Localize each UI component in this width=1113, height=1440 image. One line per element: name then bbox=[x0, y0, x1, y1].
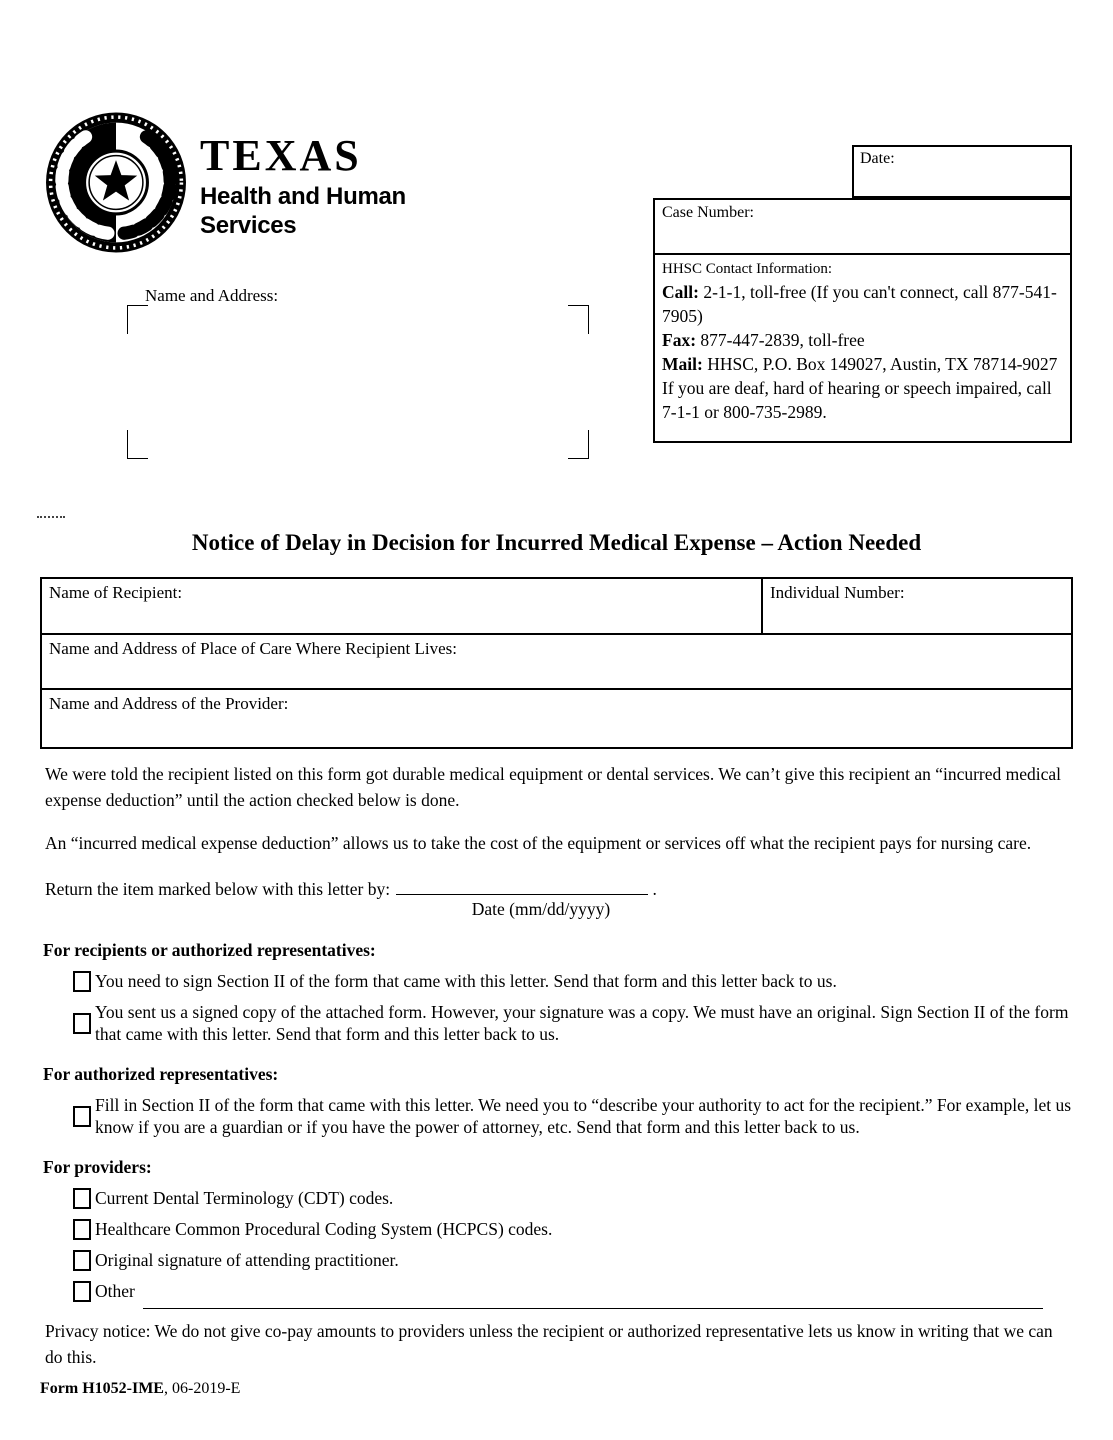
name-address-label: Name and Address: bbox=[145, 286, 279, 305]
section-heading-authorized-reps: For authorized representatives: bbox=[43, 1064, 279, 1084]
checkbox-label: Fill in Section II of the form that came with this letter. We need you to “describe your authority to act for the recipient.” For example, let us know if you are a guardian or if you have the power of attorney, etc. Send that form and this letter back to us. bbox=[95, 1095, 1072, 1137]
form-number: Form H1052-IME bbox=[40, 1380, 164, 1397]
provider-field[interactable]: Name and Address of the Provider: bbox=[49, 694, 289, 713]
recipient-table bbox=[40, 577, 1073, 749]
return-by-row bbox=[45, 876, 1073, 924]
checkbox-label: You need to sign Section II of the form that came with this letter. Send that form and this letter back to us. bbox=[95, 971, 837, 991]
individual-number-field[interactable]: Individual Number: bbox=[770, 583, 905, 602]
list-item bbox=[73, 1280, 1073, 1302]
date-field[interactable] bbox=[852, 145, 1072, 198]
deduction-paragraph: An “incurred medical expense deduction” allows us to take the cost of the equipment or services off what the recipient pays for nursing care. bbox=[45, 833, 1032, 853]
contact-mail-text: HHSC, P.O. Box 149027, Austin, TX 78714-9027 bbox=[702, 354, 1058, 374]
intro-paragraph: We were told the recipient listed on this form got durable medical equipment or dental services. We can’t give this recipient an “incurred medical expense deduction” until the action checked below is done. bbox=[45, 764, 1062, 810]
return-by-label: Return the item marked below with this letter by: bbox=[45, 879, 391, 899]
checkbox-hcpcs-codes[interactable] bbox=[73, 1219, 91, 1240]
date-format-hint: Date (mm/dd/yyyy) bbox=[471, 899, 611, 919]
checkbox-signature-copy[interactable] bbox=[73, 1013, 91, 1034]
address-window-corner-bl bbox=[127, 430, 148, 459]
checkbox-label: You sent us a signed copy of the attached form. However, your signature was a copy. We must have an original. Sign Section II of the form that came with this letter. Send that form and this letter back to us. bbox=[95, 1002, 1069, 1044]
checkbox-label: Other bbox=[95, 1281, 135, 1301]
return-by-period: . bbox=[652, 879, 657, 899]
logo-dept-line2: Services bbox=[200, 212, 297, 239]
section-heading-recipients: For recipients or authorized representatives: bbox=[43, 940, 376, 960]
list-item bbox=[73, 970, 1073, 992]
checkbox-sign-section-2[interactable] bbox=[73, 971, 91, 992]
name-of-recipient-field[interactable]: Name of Recipient: bbox=[42, 579, 763, 633]
checkbox-other[interactable] bbox=[73, 1281, 91, 1302]
texas-hhs-seal-icon bbox=[45, 110, 187, 255]
logo-dept-line1: Health and Human bbox=[200, 183, 406, 210]
other-text-blank[interactable] bbox=[143, 1287, 1043, 1309]
list-item bbox=[73, 1218, 1073, 1240]
section-heading-providers: For providers: bbox=[43, 1157, 152, 1177]
contact-mail-line bbox=[662, 352, 1063, 376]
return-date-blank[interactable] bbox=[396, 876, 648, 895]
checkbox-label: Original signature of attending practitioner. bbox=[95, 1250, 399, 1270]
case-number-field[interactable] bbox=[653, 198, 1072, 255]
privacy-notice: Privacy notice: We do not give co-pay amounts to providers unless the recipient or authorized representative lets us know in writing that we can do this. bbox=[45, 1321, 1053, 1367]
contact-call-line bbox=[662, 280, 1063, 328]
contact-mail-label: Mail: bbox=[662, 354, 703, 374]
address-window-corner-br bbox=[568, 430, 589, 459]
checkbox-describe-authority[interactable] bbox=[73, 1106, 91, 1127]
table-row bbox=[42, 579, 1071, 635]
logo-org-name: TEXAS bbox=[200, 131, 362, 180]
list-item bbox=[73, 1249, 1073, 1271]
checkbox-cdt-codes[interactable] bbox=[73, 1188, 91, 1209]
contact-call-text: 2-1-1, toll-free (If you can't connect, call 877-541-7905) bbox=[662, 282, 1057, 326]
main-content bbox=[40, 529, 1073, 1370]
checkbox-label: Healthcare Common Procedural Coding System (HCPCS) codes. bbox=[95, 1219, 553, 1239]
contact-fax-text: 877-447-2839, toll-free bbox=[696, 330, 865, 350]
case-number-label: Case Number: bbox=[662, 204, 754, 221]
list-item bbox=[73, 1094, 1073, 1138]
contact-call-label: Call: bbox=[662, 282, 699, 302]
logo-wordmark bbox=[200, 130, 406, 240]
list-item bbox=[73, 1001, 1073, 1045]
page-title: Notice of Delay in Decision for Incurred Medical Expense – Action Needed bbox=[191, 530, 922, 555]
address-window-corner-tl bbox=[127, 305, 148, 334]
contact-fax-line bbox=[662, 328, 1063, 352]
dotted-fold-mark bbox=[37, 516, 65, 518]
contact-title: HHSC Contact Information: bbox=[662, 261, 832, 277]
contact-tty-line: If you are deaf, hard of hearing or speech impaired, call 7-1-1 or 800-735-2989. bbox=[662, 378, 1052, 422]
form-footer bbox=[40, 1380, 240, 1398]
checkbox-original-signature[interactable] bbox=[73, 1250, 91, 1271]
checkbox-label: Current Dental Terminology (CDT) codes. bbox=[95, 1188, 394, 1208]
address-window-corner-tr bbox=[568, 305, 589, 334]
form-revision: , 06-2019-E bbox=[163, 1380, 241, 1397]
date-label: Date: bbox=[860, 150, 895, 167]
hhsc-contact-box bbox=[653, 255, 1072, 443]
place-of-care-field[interactable]: Name and Address of Place of Care Where Recipient Lives: bbox=[42, 635, 1071, 690]
list-item bbox=[73, 1187, 1073, 1209]
contact-fax-label: Fax: bbox=[662, 330, 697, 350]
